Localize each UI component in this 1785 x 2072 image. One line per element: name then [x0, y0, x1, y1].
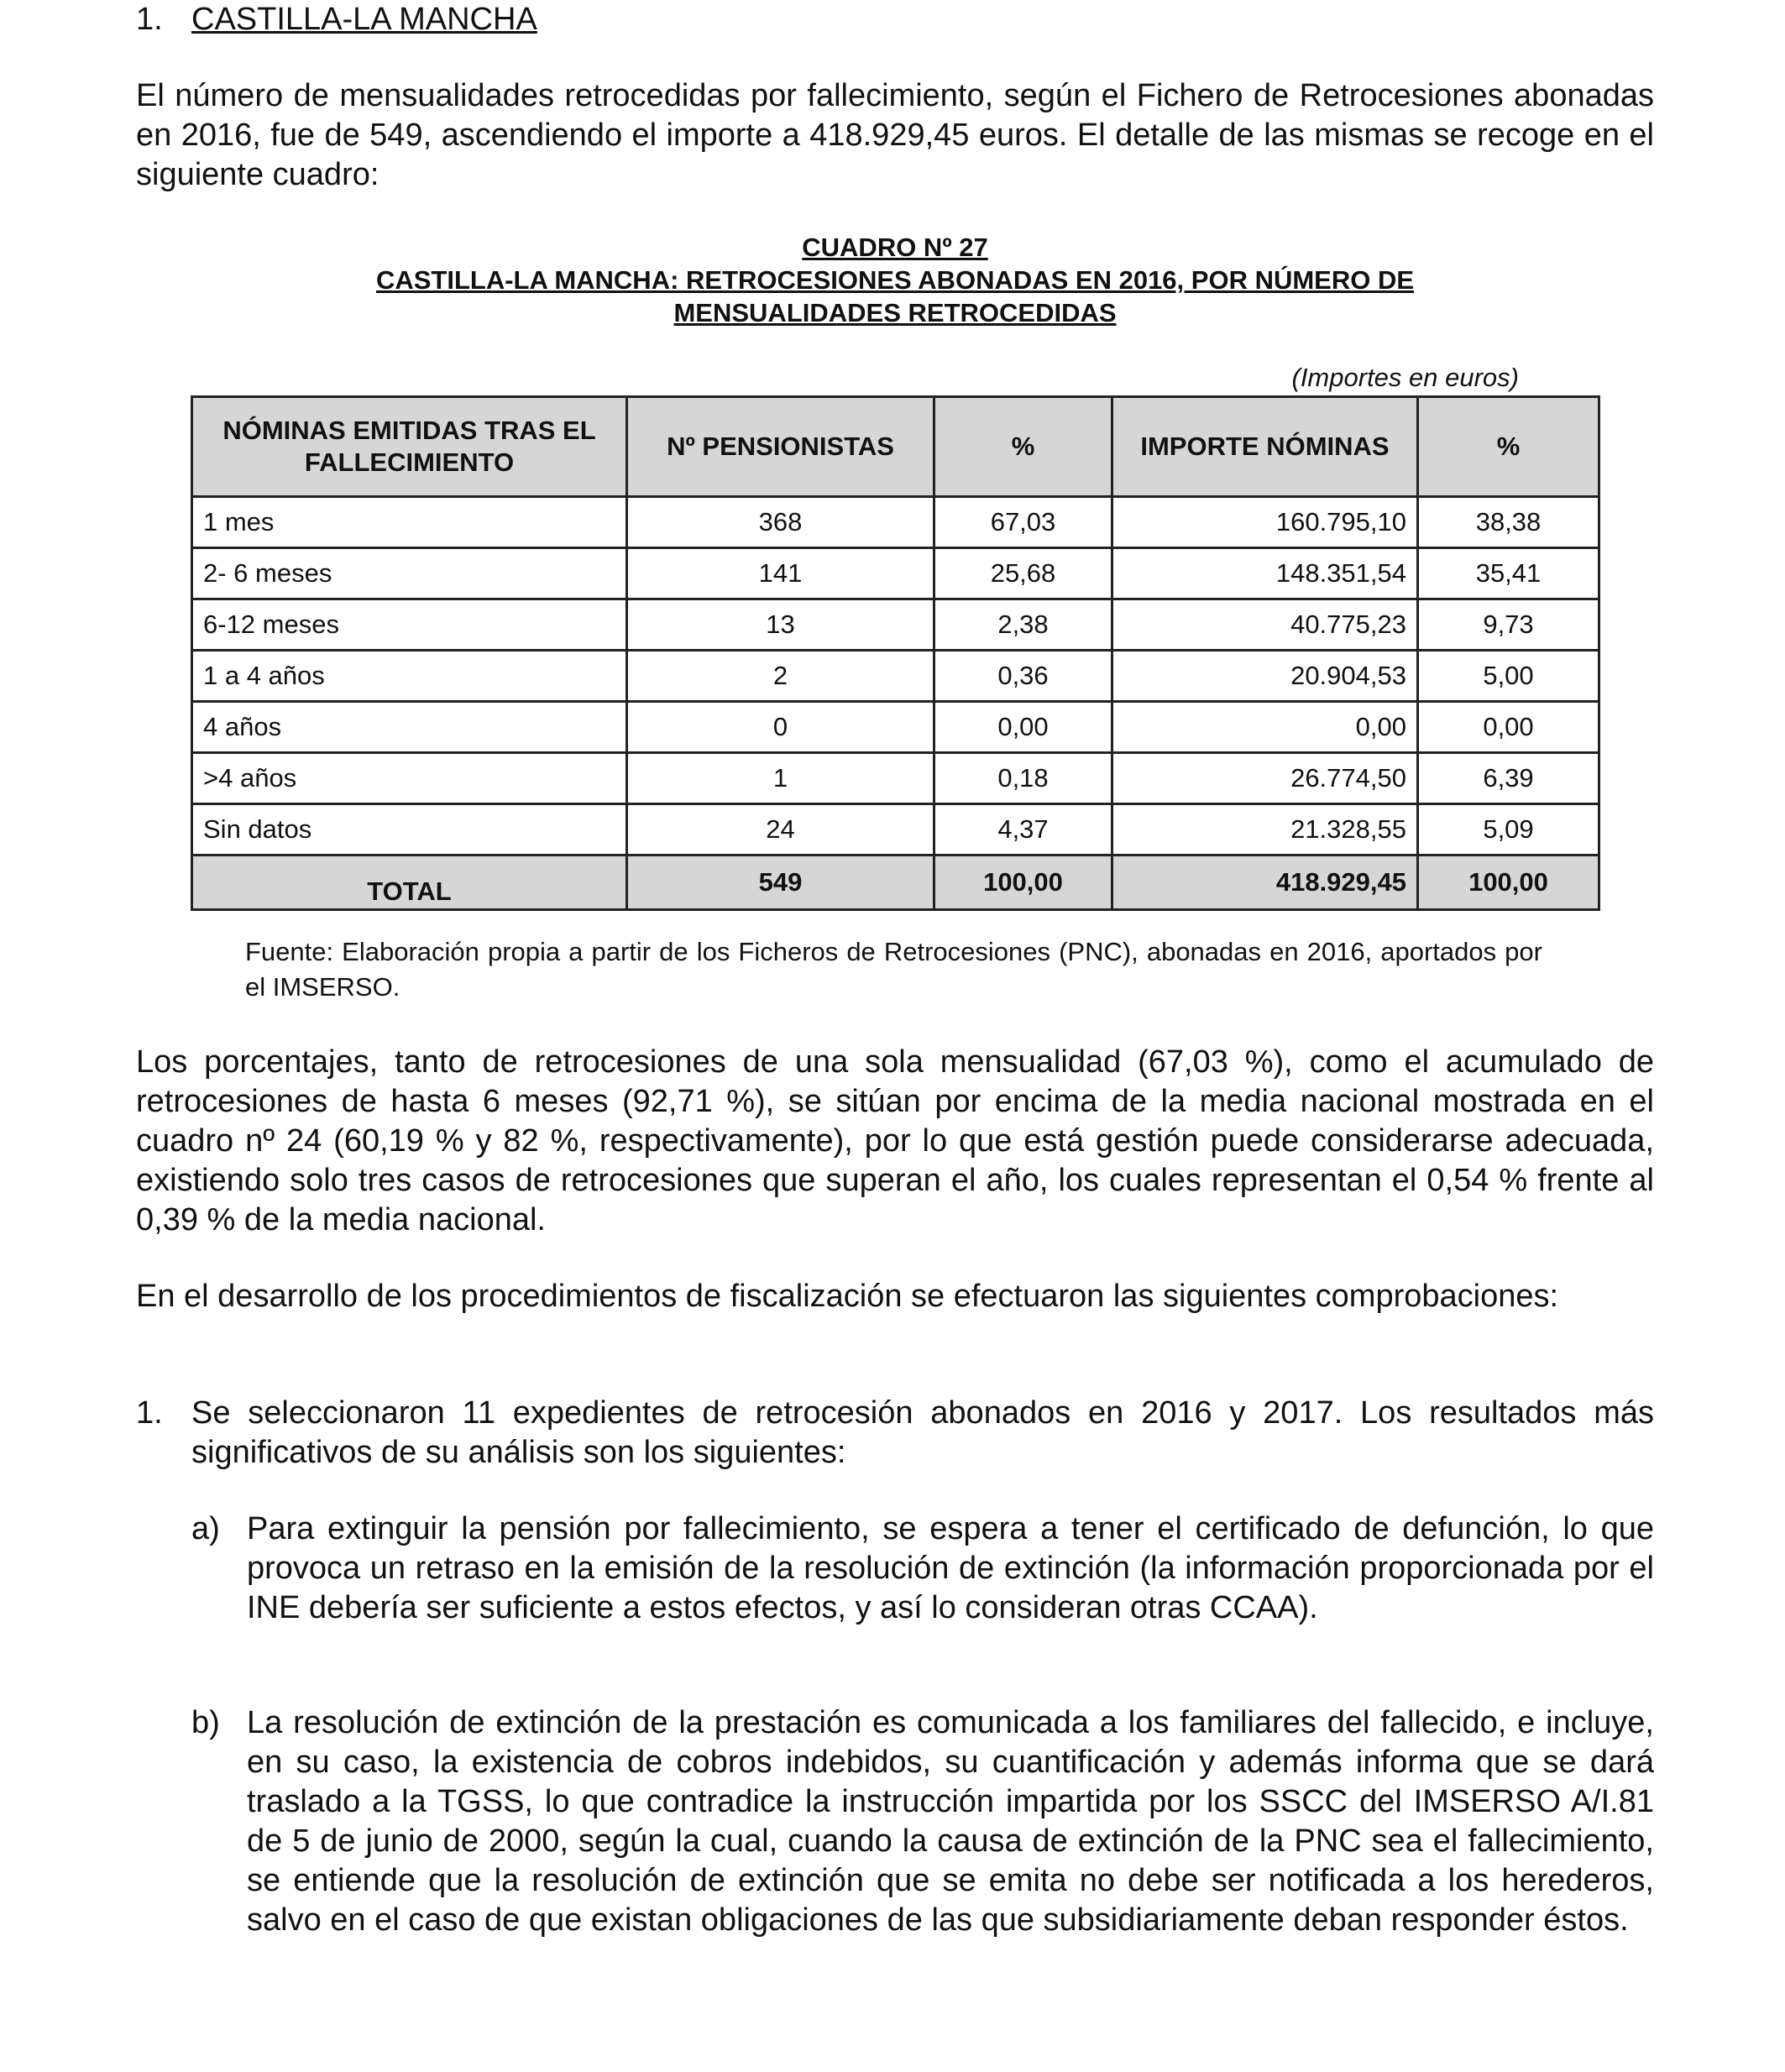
table-cell: 0: [627, 702, 934, 753]
list-marker: 1.: [136, 1395, 163, 1431]
table-cell: 67,03: [934, 497, 1112, 548]
table-row: [192, 804, 1599, 855]
table-cell: 20.904,53: [1112, 651, 1418, 702]
section-heading: [136, 0, 537, 39]
table-title-line-1: CASTILLA-LA MANCHA: RETROCESIONES ABONADAS EN 2016, POR NÚMERO DE: [375, 265, 1415, 295]
table-row: [192, 702, 1599, 753]
table-cell: 2,38: [934, 599, 1112, 651]
table-units-note: (Importes en euros): [1291, 363, 1519, 392]
column-header: NÓMINAS EMITIDAS TRAS EL FALLECIMIENTO: [192, 397, 627, 497]
table-number: CUADRO Nº 27: [802, 233, 988, 262]
table-row: [192, 651, 1599, 702]
data-table: [191, 395, 1600, 911]
table-row: [192, 548, 1599, 599]
table-cell: 1 mes: [192, 497, 627, 548]
table-cell: 38,38: [1418, 497, 1599, 548]
table-cell: 24: [627, 804, 934, 855]
table-source-note: Fuente: Elaboración propia a partir de los Ficheros de Retrocesiones (PNC), abonadas en 2016, aportados por el IMSERSO.: [245, 937, 1542, 1002]
table-cell: 0,36: [934, 651, 1112, 702]
table-cell: >4 años: [192, 753, 627, 804]
table-cell: 2: [627, 651, 934, 702]
table-cell: 0,00: [1418, 702, 1599, 753]
total-label: TOTAL: [192, 855, 627, 910]
table-cell: 6,39: [1418, 753, 1599, 804]
section-title: CASTILLA-LA MANCHA: [191, 2, 537, 37]
intro-paragraph: El número de mensualidades retrocedidas por fallecimiento, según el Fichero de Retrocesiones abonadas en 2016, fue de 549, ascendiendo el importe a 418.929,45 euros. El detalle de las mismas se recoge en el siguiente cuadro:: [136, 78, 1654, 192]
table-cell: 35,41: [1418, 548, 1599, 599]
sub-item-marker: a): [191, 1511, 220, 1546]
table-cell: 5,00: [1418, 651, 1599, 702]
table-cell: 1: [627, 753, 934, 804]
table-cell: 0,00: [934, 702, 1112, 753]
column-header: Nº PENSIONISTAS: [627, 397, 934, 497]
table-cell: 21.328,55: [1112, 804, 1418, 855]
total-cell: 100,00: [934, 855, 1112, 910]
table-cell: 6-12 meses: [192, 599, 627, 651]
sub-item-text: Para extinguir la pensión por fallecimiento, se espera a tener el certificado de defunción, lo que provoca un retraso en la emisión de la resolución de extinción (la información proporcionada por el INE debería ser suficiente a estos efectos, y así lo consideran otras CCAA).: [247, 1511, 1654, 1625]
table-cell: 40.775,23: [1112, 599, 1418, 651]
table-total-row: [192, 855, 1599, 910]
table-cell: 1 a 4 años: [192, 651, 627, 702]
column-header: %: [934, 397, 1112, 497]
section-number: 1.: [136, 2, 163, 37]
total-cell: 100,00: [1418, 855, 1599, 910]
table-cell: 4,37: [934, 804, 1112, 855]
table-cell: 160.795,10: [1112, 497, 1418, 548]
analysis-paragraph: Los porcentajes, tanto de retrocesiones de una sola mensualidad (67,03 %), como el acumulado de retrocesiones de hasta 6 meses (92,71 %), se sitúan por encima de la media nacional mostrada en el cuadro nº 24 (60,19 % y 82 %, respectivamente), por lo que está gestión puede considerarse adecuada, existiendo solo tres casos de retrocesiones que superan el año, los cuales representan el 0,54 % frente al 0,39 % de la media nacional.: [136, 1044, 1654, 1237]
table-cell: 9,73: [1418, 599, 1599, 651]
table-row: [192, 599, 1599, 651]
table-row: [192, 753, 1599, 804]
sub-item-marker: b): [191, 1705, 220, 1740]
table-cell: 141: [627, 548, 934, 599]
table-header-row: [192, 397, 1599, 497]
column-header: %: [1418, 397, 1599, 497]
table-cell: 5,09: [1418, 804, 1599, 855]
sub-item-text: La resolución de extinción de la prestación es comunicada a los familiares del fallecido, e incluye, en su caso, la existencia de cobros indebidos, su cuantificación y además informa que se dará traslado a la TGSS, lo que contradice la instrucción impartida por los SSCC del IMSERSO A/I.81 de 5 de junio de 2000, según la cual, cuando la causa de extinción de la PNC sea el fallecimiento, se entiende que la resolución de extinción que se emita no debe ser notificada a los herederos, salvo en el caso de que existan obligaciones de las que subsidiariamente deban responder éstos.: [247, 1705, 1654, 1938]
total-cell: 549: [627, 855, 934, 910]
table-row: [192, 497, 1599, 548]
table-title-line-2: MENSUALIDADES RETROCEDIDAS: [673, 298, 1117, 327]
table-cell: 148.351,54: [1112, 548, 1418, 599]
column-header: IMPORTE NÓMINAS: [1112, 397, 1418, 497]
list-item-text: Se seleccionaron 11 expedientes de retrocesión abonados en 2016 y 2017. Los resultados más significativos de su análisis son los siguientes:: [191, 1395, 1654, 1470]
table-cell: 4 años: [192, 702, 627, 753]
total-cell: 418.929,45: [1112, 855, 1418, 910]
table-cell: 25,68: [934, 548, 1112, 599]
procedures-paragraph: En el desarrollo de los procedimientos de fiscalización se efectuaron las siguientes comprobaciones:: [136, 1279, 1559, 1314]
table-cell: 2- 6 meses: [192, 548, 627, 599]
table-cell: 26.774,50: [1112, 753, 1418, 804]
table-cell: Sin datos: [192, 804, 627, 855]
table-cell: 368: [627, 497, 934, 548]
table-cell: 0,00: [1112, 702, 1418, 753]
table-cell: 0,18: [934, 753, 1112, 804]
table-cell: 13: [627, 599, 934, 651]
